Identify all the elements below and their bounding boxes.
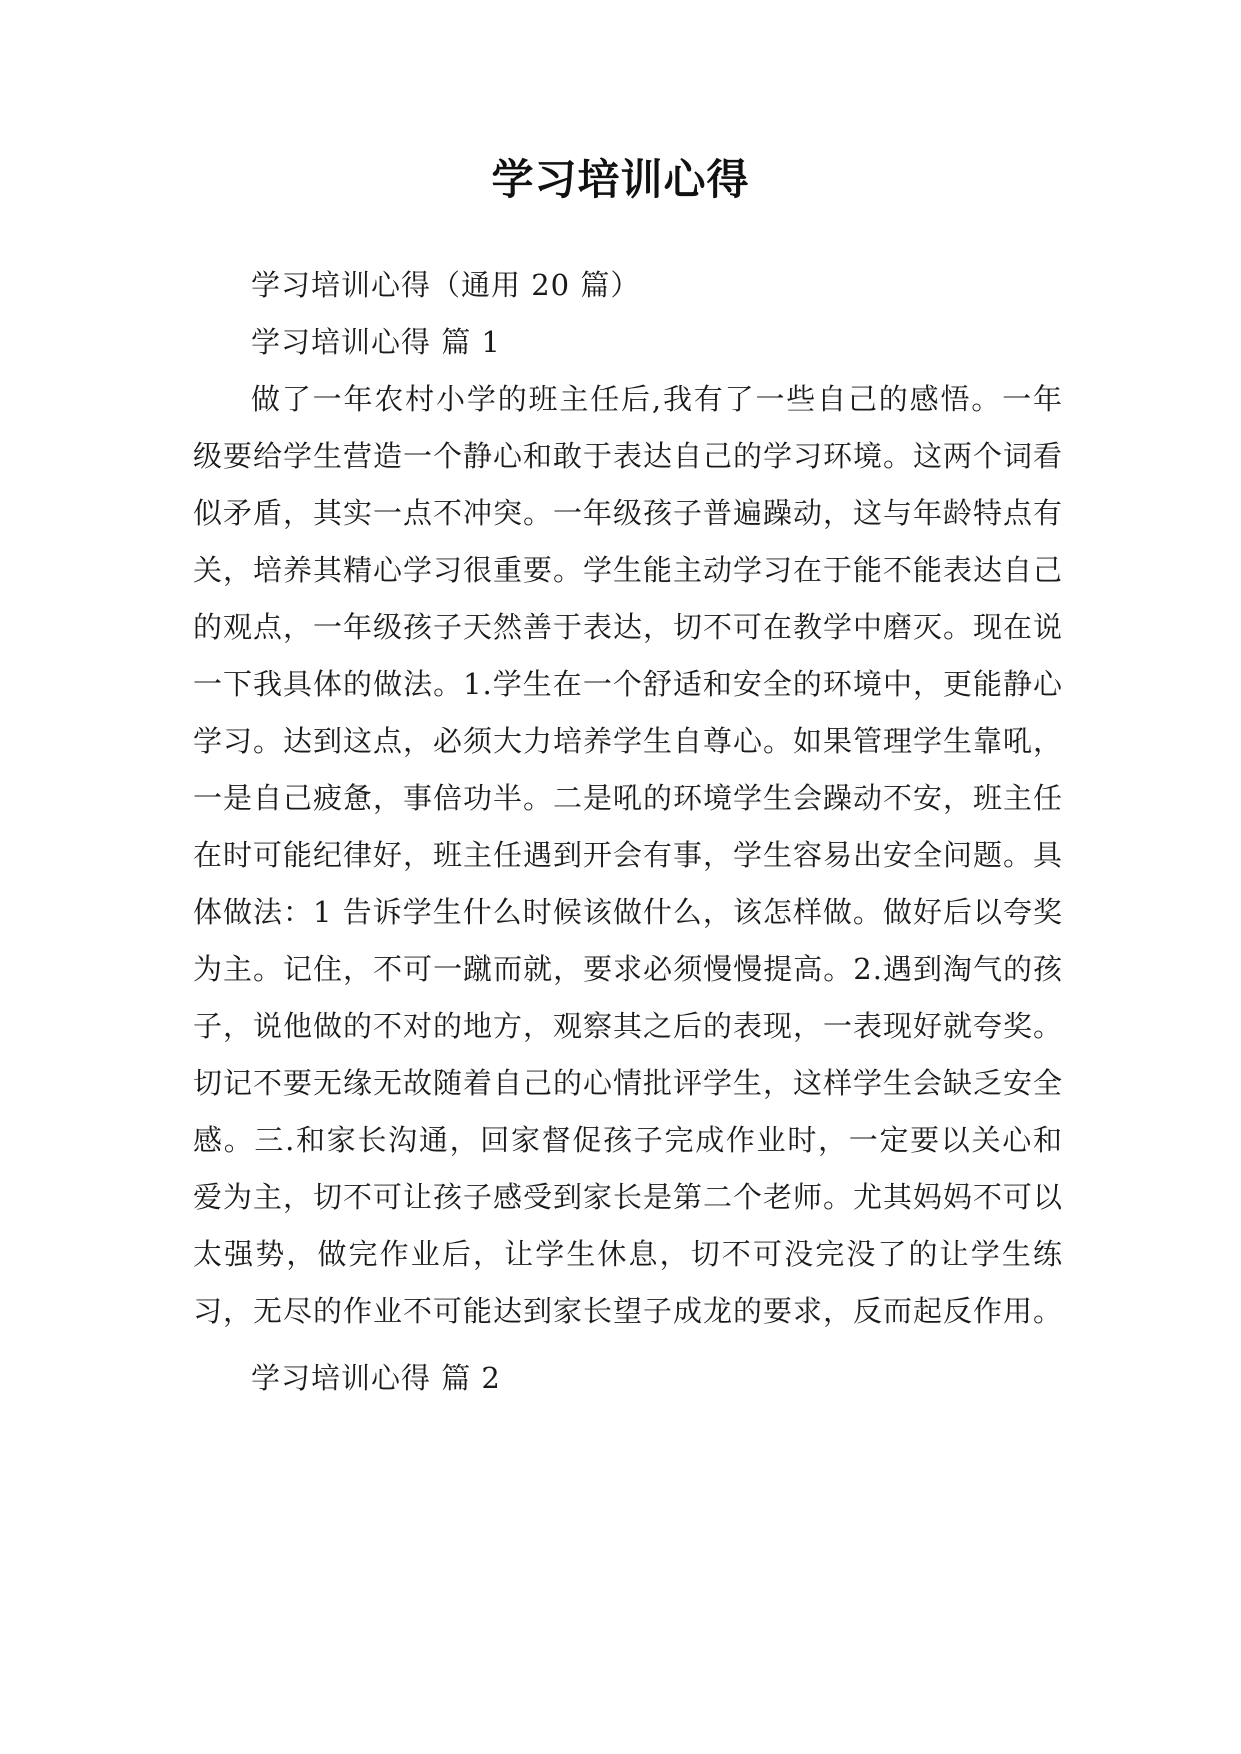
section-paragraph-1: 做了一年农村小学的班主任后,我有了一些自己的感悟。一年级要给学生营造一个静心和敢于表达自己的学习环境。这两个词看似矛盾，其实一点不冲突。一年级孩子普遍躁动，这与年龄特点有关，培养其精心学习很重要。学生能主动学习在于能不能表达自己的观点，一年级孩子天然善于表达，切不可在教学中磨灭。现在说一下我具体的做法。1.学生在一个舒适和安全的环境中，更能静心学习。达到这点，必须大力培养学生自尊心。如果管理学生靠吼，一是自己疲惫，事倍功半。二是吼的环境学生会躁动不安，班主任在时可能纪律好，班主任遇到开会有事，学生容易出安全问题。具体做法：1 告诉学生什么时候该做什么，该怎样做。做好后以夸奖为主。记住，不可一蹴而就，要求必须慢慢提高。2.遇到淘气的孩子，说他做的不对的地方，观察其之后的表现，一表现好就夸奖。切记不要无缘无故随着自己的心情批评学生，这样学生会缺乏安全感。三.和家长沟通，回家督促孩子完成作业时，一定要以关心和爱为主，切不可让孩子感受到家长是第二个老师。尤其妈妈不可以太强势，做完作业后，让学生休息，切不可没完没了的让学生练习，无尽的作业不可能达到家长望子成龙的要求，反而起反作用。 (193, 382, 1064, 1328)
document-body (193, 257, 1063, 1407)
section-heading-2: 学习培训心得 篇 2 (251, 1361, 501, 1395)
section-heading-1: 学习培训心得 篇 1 (251, 325, 501, 359)
paragraph-spacer (193, 1340, 1063, 1350)
document-title: 学习培训心得 (491, 155, 750, 204)
document-subtitle: 学习培训心得（通用 20 篇） (251, 268, 641, 302)
